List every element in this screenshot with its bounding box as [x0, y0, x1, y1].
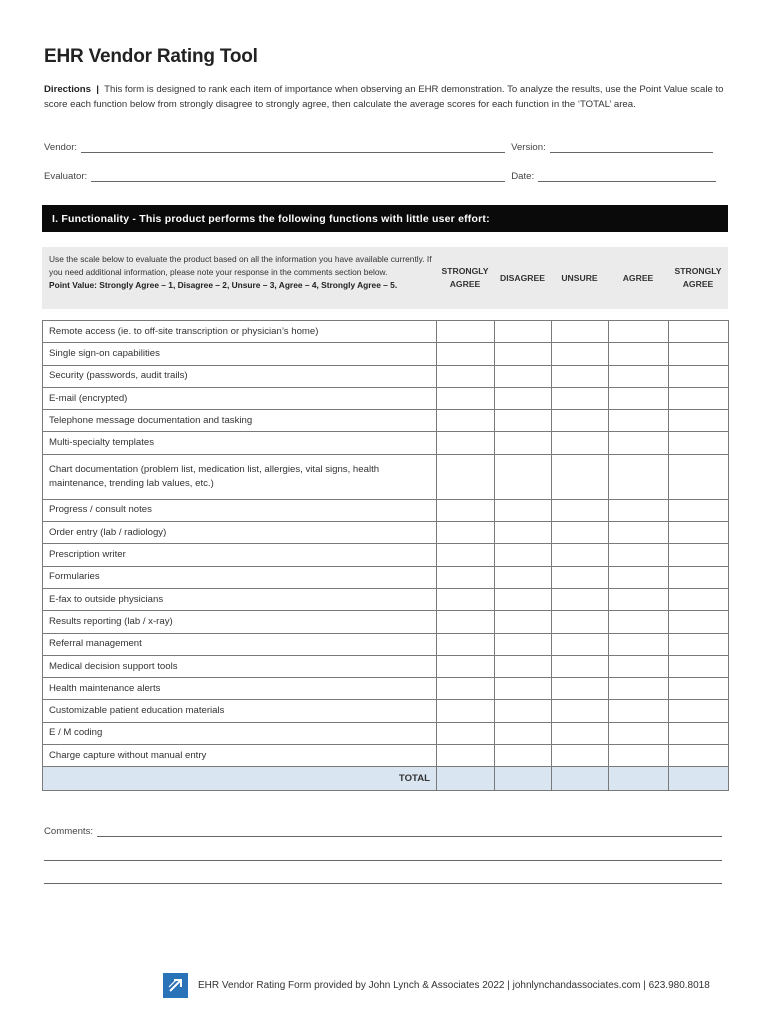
col-agree: AGREE	[622, 272, 654, 283]
rating-cell[interactable]	[669, 633, 729, 655]
rating-cell[interactable]	[669, 387, 729, 409]
rating-cell[interactable]	[495, 321, 552, 343]
scale-columns	[436, 247, 728, 309]
rating-cell[interactable]	[552, 722, 609, 744]
directions-separator: |	[96, 84, 99, 95]
table-row	[43, 454, 729, 499]
rating-cell[interactable]	[495, 432, 552, 454]
rating-cell[interactable]	[437, 365, 495, 387]
rating-cell[interactable]	[437, 499, 495, 521]
scale-instructions	[42, 247, 436, 309]
table-row	[43, 499, 729, 521]
table-row	[43, 678, 729, 700]
version-label: Version:	[511, 142, 546, 153]
rating-cell[interactable]	[495, 678, 552, 700]
table-row	[43, 410, 729, 432]
rating-cell[interactable]	[669, 499, 729, 521]
rating-cell[interactable]	[609, 321, 669, 343]
item-label: Chart documentation (problem list, medication list, allergies, vital signs, health maintenance, trending lab values, etc.)	[43, 454, 437, 499]
rating-cell[interactable]	[609, 611, 669, 633]
rating-cell[interactable]	[552, 611, 609, 633]
rating-cell[interactable]	[669, 678, 729, 700]
rating-cell[interactable]	[609, 544, 669, 566]
rating-cell[interactable]	[437, 611, 495, 633]
rating-cell[interactable]	[552, 343, 609, 365]
rating-cell[interactable]	[495, 566, 552, 588]
scale-header	[42, 247, 728, 309]
rating-cell[interactable]	[552, 365, 609, 387]
rating-cell[interactable]	[495, 700, 552, 722]
rating-table-body	[43, 321, 729, 791]
item-label: Multi-specialty templates	[43, 432, 437, 454]
date-field[interactable]	[538, 170, 716, 182]
scale-instructions-text: Use the scale below to evaluate the product based on all the information you have available currently. If you need additional information, please note your response in the comments section below.	[49, 254, 432, 277]
total-cell[interactable]	[437, 767, 495, 791]
rating-cell[interactable]	[609, 522, 669, 544]
col-strongly-agree-2: STRONGLY AGREE	[674, 266, 722, 289]
total-cell[interactable]	[609, 767, 669, 791]
version-field[interactable]	[550, 141, 713, 153]
rating-cell[interactable]	[552, 321, 609, 343]
rating-cell[interactable]	[495, 365, 552, 387]
col-unsure: UNSURE	[561, 272, 598, 283]
item-label: Single sign-on capabilities	[43, 343, 437, 365]
table-row	[43, 588, 729, 610]
item-label: Charge capture without manual entry	[43, 745, 437, 767]
footer	[163, 970, 728, 1000]
rating-cell[interactable]	[609, 745, 669, 767]
rating-cell[interactable]	[609, 454, 669, 499]
rating-cell[interactable]	[495, 544, 552, 566]
directions-text	[44, 82, 734, 112]
rating-cell[interactable]	[437, 544, 495, 566]
comments-field[interactable]	[97, 825, 722, 837]
rating-cell[interactable]	[437, 588, 495, 610]
footer-text: EHR Vendor Rating Form provided by John Lynch & Associates 2022 | johnlynchandassociates.com | 623.980.8018	[198, 979, 710, 991]
comments-row	[44, 825, 722, 837]
table-row	[43, 611, 729, 633]
rating-cell[interactable]	[437, 678, 495, 700]
rating-cell[interactable]	[609, 365, 669, 387]
table-row	[43, 321, 729, 343]
item-label: Order entry (lab / radiology)	[43, 522, 437, 544]
table-row	[43, 722, 729, 744]
rating-cell[interactable]	[552, 588, 609, 610]
rating-cell[interactable]	[669, 410, 729, 432]
rating-cell[interactable]	[609, 655, 669, 677]
rating-cell[interactable]	[669, 700, 729, 722]
date-label: Date:	[511, 171, 535, 182]
page-title: EHR Vendor Rating Tool	[44, 46, 258, 67]
rating-cell[interactable]	[495, 655, 552, 677]
rating-cell[interactable]	[437, 655, 495, 677]
total-cell[interactable]	[669, 767, 729, 791]
item-label: Results reporting (lab / x-ray)	[43, 611, 437, 633]
comments-line-3[interactable]	[44, 883, 722, 884]
rating-cell[interactable]	[669, 321, 729, 343]
rating-cell[interactable]	[495, 454, 552, 499]
rating-cell[interactable]	[552, 745, 609, 767]
evaluator-field[interactable]	[91, 170, 505, 182]
item-label: Remote access (ie. to off-site transcription or physician’s home)	[43, 321, 437, 343]
evaluator-date-row	[44, 170, 724, 182]
rating-cell[interactable]	[552, 566, 609, 588]
rating-cell[interactable]	[609, 387, 669, 409]
table-row	[43, 745, 729, 767]
rating-cell[interactable]	[609, 633, 669, 655]
rating-cell[interactable]	[609, 722, 669, 744]
rating-cell[interactable]	[552, 655, 609, 677]
rating-cell[interactable]	[669, 655, 729, 677]
rating-cell[interactable]	[609, 410, 669, 432]
table-row	[43, 432, 729, 454]
vendor-version-row	[44, 141, 724, 153]
rating-cell[interactable]	[669, 588, 729, 610]
total-label: TOTAL	[43, 767, 437, 791]
section-header-functionality: I. Functionality - This product performs the following functions with little user effort:	[42, 205, 728, 232]
rating-cell[interactable]	[495, 343, 552, 365]
item-label: Referral management	[43, 633, 437, 655]
rating-cell[interactable]	[552, 499, 609, 521]
item-label: Prescription writer	[43, 544, 437, 566]
rating-cell[interactable]	[437, 522, 495, 544]
rating-cell[interactable]	[669, 611, 729, 633]
rating-cell[interactable]	[609, 700, 669, 722]
rating-cell[interactable]	[495, 722, 552, 744]
rating-cell[interactable]	[552, 454, 609, 499]
rating-cell[interactable]	[552, 678, 609, 700]
item-label: Customizable patient education materials	[43, 700, 437, 722]
rating-cell[interactable]	[609, 499, 669, 521]
point-value-text: Point Value: Strongly Agree – 1, Disagree – 2, Unsure – 3, Agree – 4, Strongly Agree – 5.	[49, 280, 398, 290]
rating-cell[interactable]	[669, 432, 729, 454]
total-cell[interactable]	[552, 767, 609, 791]
rating-cell[interactable]	[437, 343, 495, 365]
rating-cell[interactable]	[552, 432, 609, 454]
directions-text-1: This form is designed to rank each item of importance when observing an EHR demonstration.	[104, 84, 505, 95]
rating-cell[interactable]	[552, 544, 609, 566]
rating-cell[interactable]	[437, 432, 495, 454]
rating-cell[interactable]	[495, 611, 552, 633]
rating-cell[interactable]	[495, 387, 552, 409]
table-row	[43, 522, 729, 544]
table-row	[43, 343, 729, 365]
rating-cell[interactable]	[495, 588, 552, 610]
table-row	[43, 700, 729, 722]
table-row	[43, 655, 729, 677]
rating-cell[interactable]	[609, 566, 669, 588]
total-cell[interactable]	[495, 767, 552, 791]
rating-cell[interactable]	[437, 454, 495, 499]
rating-cell[interactable]	[609, 432, 669, 454]
total-row	[43, 767, 729, 791]
rating-cell[interactable]	[552, 633, 609, 655]
item-label: E / M coding	[43, 722, 437, 744]
rating-cell[interactable]	[609, 343, 669, 365]
vendor-field[interactable]	[81, 141, 505, 153]
item-label: Formularies	[43, 566, 437, 588]
rating-cell[interactable]	[669, 365, 729, 387]
rating-cell[interactable]	[437, 745, 495, 767]
rating-cell[interactable]	[552, 700, 609, 722]
rating-cell[interactable]	[437, 566, 495, 588]
rating-cell[interactable]	[437, 722, 495, 744]
rating-cell[interactable]	[552, 410, 609, 432]
comments-line-2[interactable]	[44, 860, 722, 861]
rating-cell[interactable]	[609, 588, 669, 610]
col-strongly-agree: STRONGLY AGREE	[441, 266, 489, 289]
table-row	[43, 544, 729, 566]
rating-cell[interactable]	[669, 722, 729, 744]
item-label: E-mail (encrypted)	[43, 387, 437, 409]
rating-cell[interactable]	[552, 387, 609, 409]
item-label: Progress / consult notes	[43, 499, 437, 521]
rating-cell[interactable]	[437, 410, 495, 432]
item-label: Medical decision support tools	[43, 655, 437, 677]
rating-cell[interactable]	[495, 522, 552, 544]
rating-cell[interactable]	[669, 544, 729, 566]
item-label: Health maintenance alerts	[43, 678, 437, 700]
rating-cell[interactable]	[669, 522, 729, 544]
table-row	[43, 365, 729, 387]
rating-cell[interactable]	[495, 633, 552, 655]
rating-cell[interactable]	[495, 410, 552, 432]
item-label: Security (passwords, audit trails)	[43, 365, 437, 387]
item-label: E-fax to outside physicians	[43, 588, 437, 610]
arrow-up-right-icon	[163, 973, 188, 998]
table-row	[43, 387, 729, 409]
rating-cell[interactable]	[437, 700, 495, 722]
rating-cell[interactable]	[669, 566, 729, 588]
directions-text-2: To analyze the results, use the Point Value scale to score each function below from strongly disagree to strongly agree, then calculate the average scores for each function in the ‘TOTAL’ area.	[44, 84, 724, 110]
rating-cell[interactable]	[437, 321, 495, 343]
rating-cell[interactable]	[437, 387, 495, 409]
table-row	[43, 566, 729, 588]
rating-cell[interactable]	[437, 633, 495, 655]
evaluator-label: Evaluator:	[44, 171, 88, 182]
directions-label: Directions	[44, 84, 91, 95]
rating-cell[interactable]	[609, 678, 669, 700]
rating-cell[interactable]	[669, 745, 729, 767]
rating-table	[42, 320, 729, 791]
rating-cell[interactable]	[495, 499, 552, 521]
col-disagree: DISAGREE	[500, 272, 545, 283]
rating-cell[interactable]	[495, 745, 552, 767]
rating-cell[interactable]	[669, 454, 729, 499]
item-label: Telephone message documentation and tasking	[43, 410, 437, 432]
vendor-label: Vendor:	[44, 142, 78, 153]
rating-cell[interactable]	[669, 343, 729, 365]
comments-label: Comments:	[44, 826, 94, 837]
table-row	[43, 633, 729, 655]
rating-cell[interactable]	[552, 522, 609, 544]
